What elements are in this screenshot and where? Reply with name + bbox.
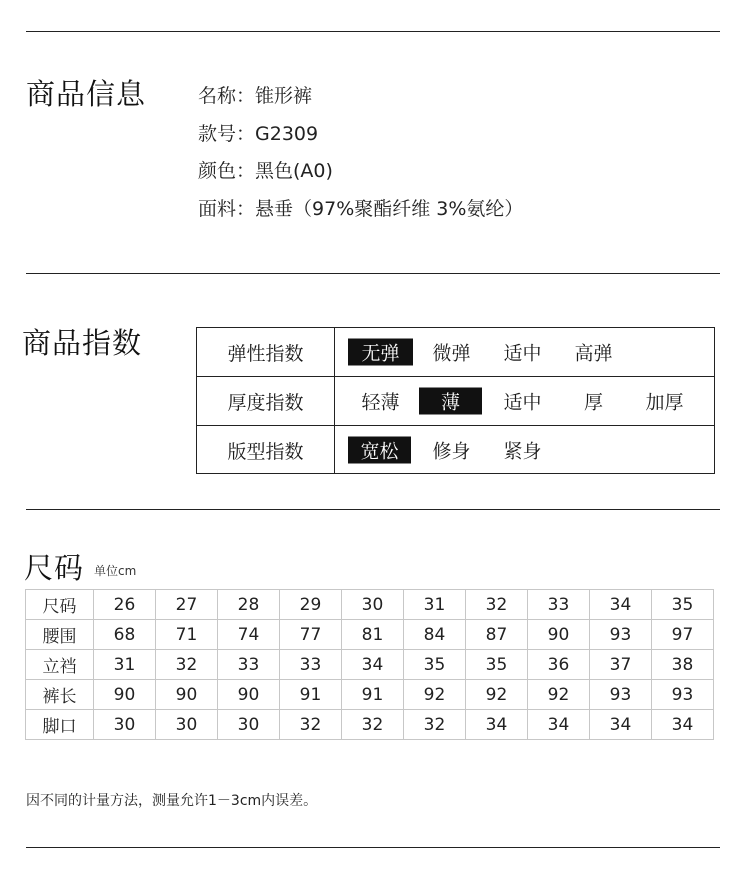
index-row-thickness (197, 376, 714, 425)
size-cell: 26 (94, 590, 156, 620)
size-cell: 91 (280, 680, 342, 710)
size-cell: 36 (528, 650, 590, 680)
size-row (26, 680, 714, 710)
size-cell: 27 (156, 590, 218, 620)
index-option: 薄 (419, 388, 482, 415)
product-index-table (196, 327, 715, 474)
size-cell: 74 (218, 620, 280, 650)
divider-bottom (26, 847, 720, 848)
size-cell: 91 (342, 680, 404, 710)
size-cell: 68 (94, 620, 156, 650)
size-cell: 35 (652, 590, 714, 620)
index-option: 高弹 (574, 342, 613, 365)
index-option: 适中 (503, 342, 542, 365)
size-cell: 30 (342, 590, 404, 620)
size-cell: 38 (652, 650, 714, 680)
size-cell: 77 (280, 620, 342, 650)
index-option: 修身 (432, 440, 471, 463)
index-option: 紧身 (503, 440, 542, 463)
index-option: 宽松 (348, 437, 411, 464)
size-cell: 90 (94, 680, 156, 710)
index-option: 微弹 (432, 342, 471, 365)
index-option: 加厚 (645, 391, 684, 414)
size-cell: 81 (342, 620, 404, 650)
size-cell: 30 (94, 710, 156, 740)
size-cell: 30 (218, 710, 280, 740)
size-cell: 32 (404, 710, 466, 740)
size-cell: 29 (280, 590, 342, 620)
size-cell: 71 (156, 620, 218, 650)
size-cell: 92 (466, 680, 528, 710)
size-row-label: 脚口 (26, 710, 94, 740)
size-cell: 37 (590, 650, 652, 680)
size-cell: 34 (466, 710, 528, 740)
size-cell: 32 (156, 650, 218, 680)
size-cell: 34 (528, 710, 590, 740)
measurement-note: 因不同的计量方法，测量允许1－3cm内误差。 (26, 793, 318, 809)
index-row-elasticity (197, 328, 714, 376)
size-cell: 93 (590, 620, 652, 650)
size-cell: 32 (280, 710, 342, 740)
size-row (26, 650, 714, 680)
size-unit: 单位cm (94, 564, 137, 578)
size-cell: 35 (404, 650, 466, 680)
size-row-label: 腰围 (26, 620, 94, 650)
size-cell: 34 (590, 710, 652, 740)
size-cell: 30 (156, 710, 218, 740)
divider-info-index (26, 273, 720, 274)
size-cell: 34 (652, 710, 714, 740)
info-value: 黑色(A0) (255, 160, 333, 182)
info-row-name (198, 81, 312, 108)
size-cell: 90 (156, 680, 218, 710)
size-cell: 87 (466, 620, 528, 650)
size-row (26, 590, 714, 620)
info-row-fabric (198, 194, 523, 221)
size-cell: 93 (590, 680, 652, 710)
info-value: 悬垂（97%聚酯纤维 3%氨纶） (255, 198, 524, 220)
size-cell: 33 (528, 590, 590, 620)
info-row-color (198, 156, 333, 183)
size-cell: 90 (528, 620, 590, 650)
size-row-label: 裤长 (26, 680, 94, 710)
size-cell: 90 (218, 680, 280, 710)
size-cell: 35 (466, 650, 528, 680)
size-cell: 34 (342, 650, 404, 680)
divider-index-size (26, 509, 720, 510)
size-cell: 97 (652, 620, 714, 650)
size-cell: 28 (218, 590, 280, 620)
index-label: 版型指数 (197, 426, 335, 474)
size-row (26, 620, 714, 650)
size-row (26, 710, 714, 740)
size-cell: 33 (280, 650, 342, 680)
index-option: 适中 (503, 391, 542, 414)
info-value: 锥形裤 (255, 85, 313, 107)
size-cell: 84 (404, 620, 466, 650)
info-label: 颜色： (198, 160, 256, 182)
divider-top (26, 31, 720, 32)
size-table (25, 589, 714, 740)
index-option: 无弹 (348, 339, 413, 366)
index-label: 弹性指数 (197, 328, 335, 376)
size-cell: 32 (342, 710, 404, 740)
size-cell: 31 (404, 590, 466, 620)
info-row-style-no (198, 119, 318, 146)
size-row-label: 尺码 (26, 590, 94, 620)
size-cell: 32 (466, 590, 528, 620)
product-index-title: 商品指数 (22, 326, 143, 360)
size-cell: 92 (404, 680, 466, 710)
info-value: G2309 (255, 123, 319, 145)
index-option: 轻薄 (361, 391, 400, 414)
size-chart-title: 尺码 (24, 551, 85, 585)
index-label: 厚度指数 (197, 377, 335, 425)
size-cell: 34 (590, 590, 652, 620)
index-row-fit (197, 425, 714, 474)
info-label: 面料： (198, 198, 256, 220)
size-cell: 92 (528, 680, 590, 710)
info-label: 名称： (198, 85, 256, 107)
size-cell: 31 (94, 650, 156, 680)
product-info-title: 商品信息 (26, 77, 147, 111)
index-option: 厚 (583, 391, 603, 414)
size-row-label: 立裆 (26, 650, 94, 680)
size-cell: 93 (652, 680, 714, 710)
info-label: 款号： (198, 123, 256, 145)
size-cell: 33 (218, 650, 280, 680)
